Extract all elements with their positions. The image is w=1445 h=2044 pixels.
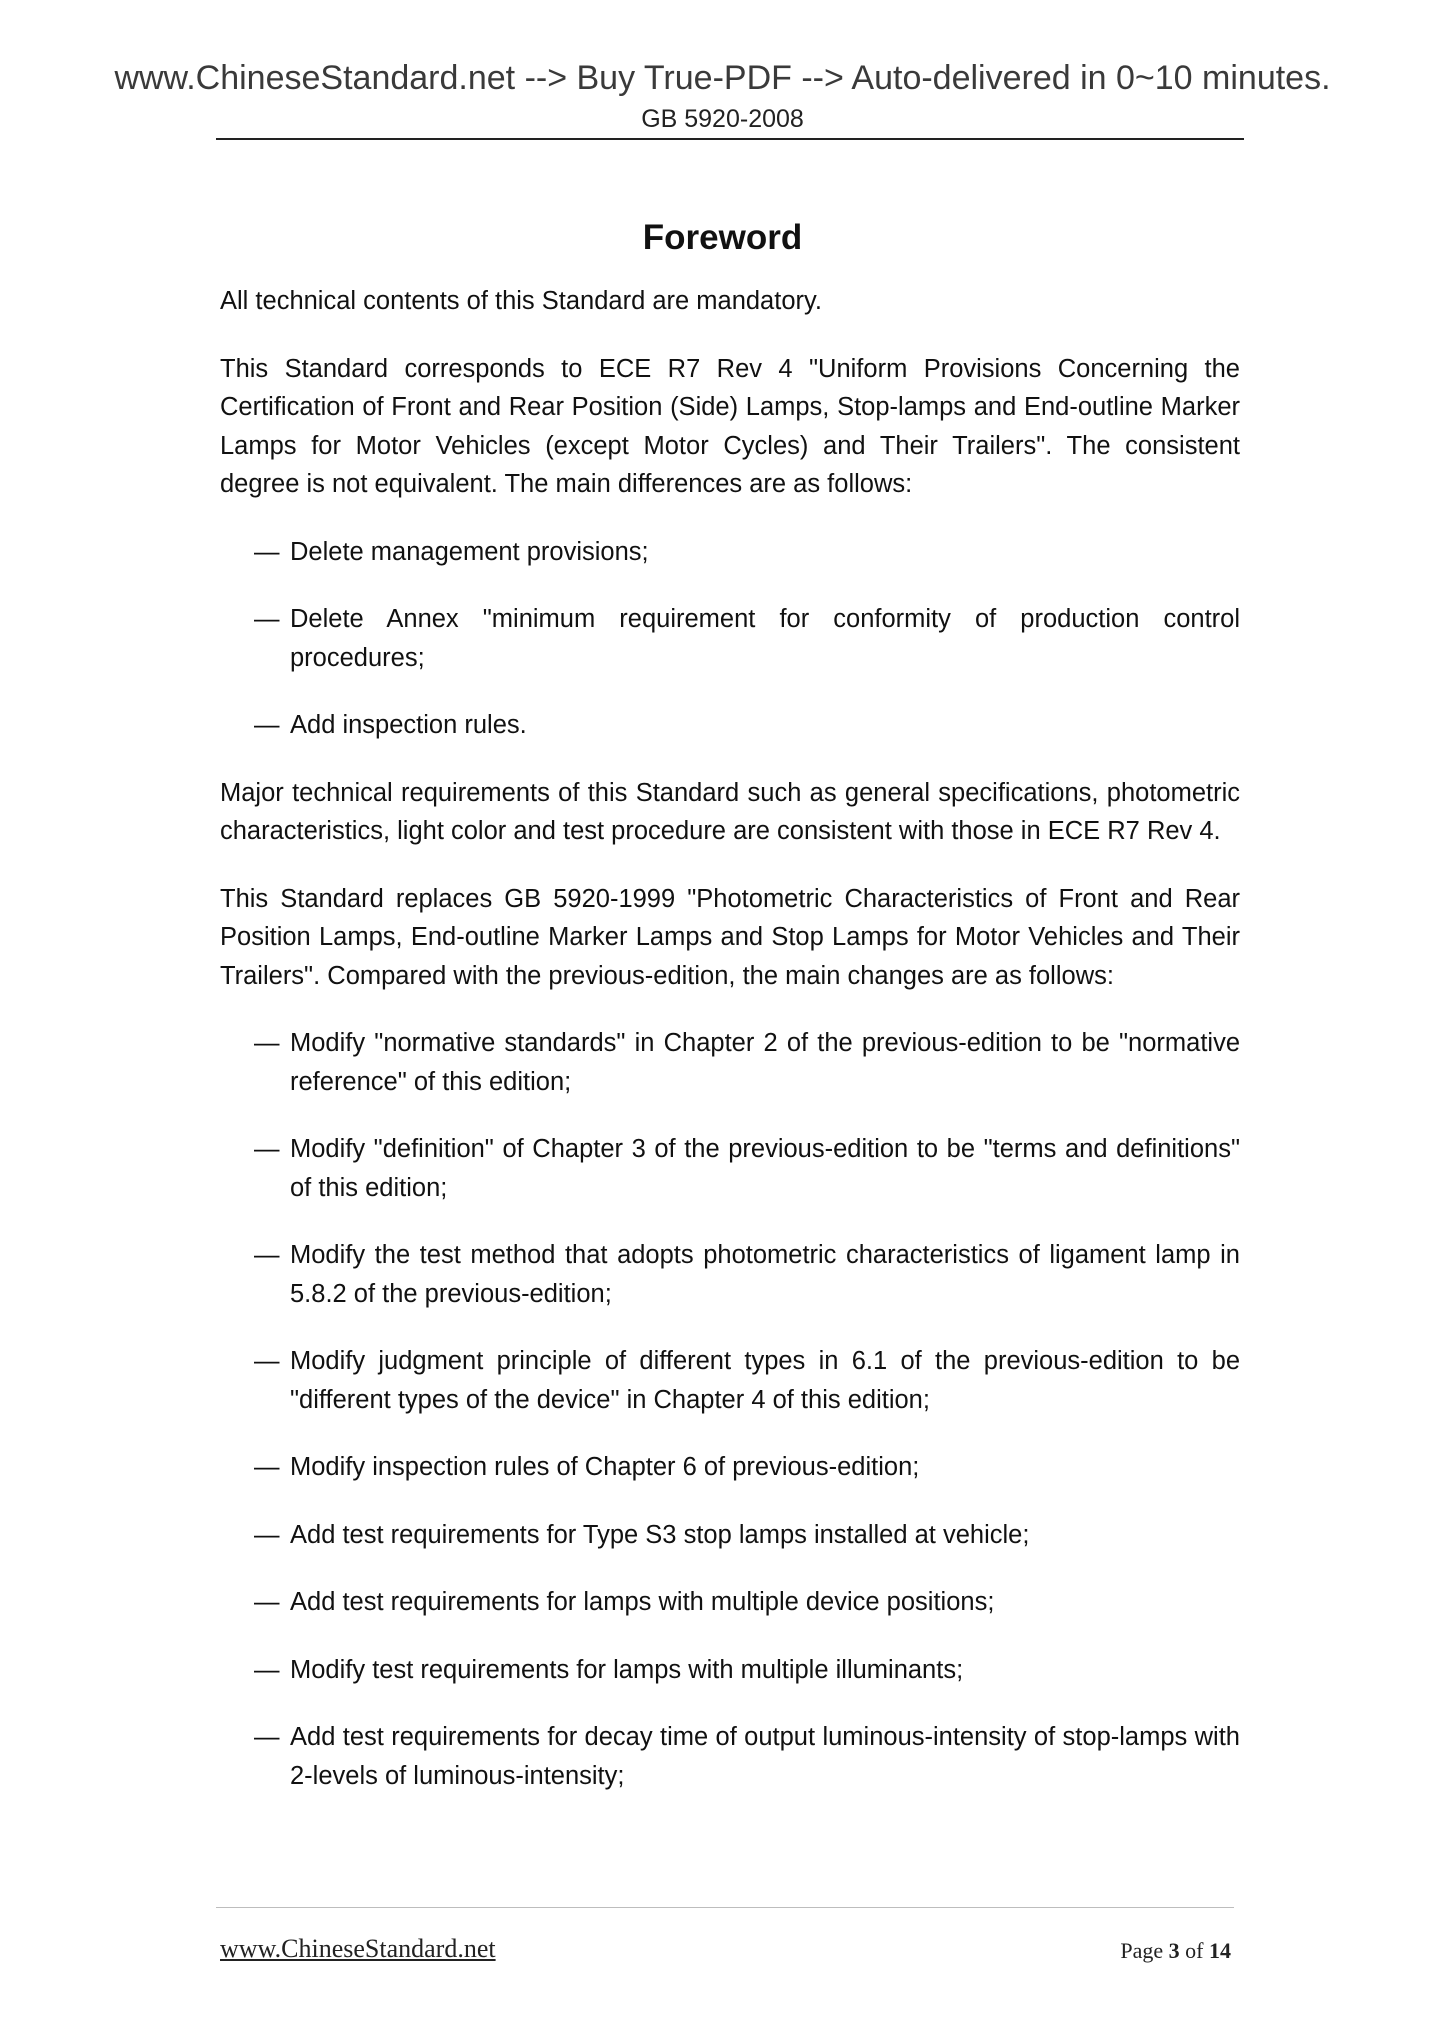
page-title: Foreword xyxy=(642,218,803,258)
total-pages: 14 xyxy=(1209,1938,1231,1963)
list-item-change xyxy=(254,1342,1240,1419)
paragraph-technical-requirements: Major technical requirements of this Standard such as general specifications, photometric characteristics, light color and test procedure are consistent with those in ECE R7 Rev 4. xyxy=(220,778,1240,845)
list-item-change xyxy=(254,1583,1240,1622)
dash-bullet: — xyxy=(254,537,280,566)
dash-bullet: — xyxy=(254,1135,280,1163)
page-number xyxy=(1120,1937,1231,1965)
list-item-text: Delete Annex "minimum requirement for conformity of production control procedures; xyxy=(290,605,1240,672)
list-item-text: Modify inspection rules of Chapter 6 of previous-edition; xyxy=(290,1453,920,1481)
paragraph-mandatory: All technical contents of this Standard are mandatory. xyxy=(220,287,822,315)
dash-bullet: — xyxy=(254,1520,280,1549)
list-item-difference xyxy=(254,600,1240,677)
header-banner[interactable]: www.ChineseStandard.net --> Buy True-PDF --> Auto-delivered in 0~10 minutes. xyxy=(114,59,1331,97)
list-item-text: Add inspection rules. xyxy=(290,711,527,739)
dash-bullet: — xyxy=(254,1453,280,1481)
list-item-text: Modify "normative standards" in Chapter 2 of the previous-edition to be "normative reference" of this edition; xyxy=(290,1029,1240,1096)
dash-bullet: — xyxy=(254,1347,280,1375)
list-item-text: Modify test requirements for lamps with multiple illuminants; xyxy=(290,1655,964,1684)
dash-bullet: — xyxy=(254,711,280,739)
paragraph-replaces: This Standard replaces GB 5920-1999 "Photometric Characteristics of Front and Rear Position Lamps, End-outline Marker Lamps and Stop Lamps for Motor Vehicles and Their Trailers". Compared with the previous-edition, the main changes are as follows: xyxy=(220,884,1240,990)
dash-bullet: — xyxy=(254,1723,280,1751)
list-item-text: Modify judgment principle of different types in 6.1 of the previous-edition to be "different types of the device" in Chapter 4 of this edition; xyxy=(290,1347,1240,1414)
current-page: 3 xyxy=(1168,1938,1180,1963)
list-item-change xyxy=(254,1718,1240,1795)
list-item-text: Modify the test method that adopts photometric characteristics of ligament lamp in 5.8.2 of the previous-edition; xyxy=(290,1241,1240,1308)
list-item-change xyxy=(254,1516,1240,1555)
of-word: of xyxy=(1185,1938,1204,1963)
header-divider xyxy=(216,138,1244,140)
list-item-text: Modify "definition" of Chapter 3 of the previous-edition to be "terms and definitions" of this edition; xyxy=(290,1135,1240,1202)
list-item-change xyxy=(254,1024,1240,1101)
list-item-difference xyxy=(254,706,1240,745)
dash-bullet: — xyxy=(254,1588,280,1616)
list-item-difference xyxy=(254,533,1240,572)
list-item-text: Add test requirements for Type S3 stop lamps installed at vehicle; xyxy=(290,1520,1030,1549)
dash-bullet: — xyxy=(254,605,280,633)
list-item-change xyxy=(254,1651,1240,1690)
document-body xyxy=(220,282,1240,1824)
footer-website-link[interactable]: www.ChineseStandard.net xyxy=(220,1934,496,1963)
document-code: GB 5920-2008 xyxy=(641,105,804,133)
dash-bullet: — xyxy=(254,1029,280,1057)
dash-bullet: — xyxy=(254,1655,280,1684)
list-item-text: Delete management provisions; xyxy=(290,537,649,566)
paragraph-correspondence: This Standard corresponds to ECE R7 Rev 4 "Uniform Provisions Concerning the Certification of Front and Rear Position (Side) Lamps, Stop-lamps and End-outline Marker Lamps for Motor Vehicles (except Motor Cycles) and Their Trailers". The consistent degree is not equivalent. The main differences are as follows: xyxy=(220,354,1240,498)
dash-bullet: — xyxy=(254,1241,280,1269)
list-item-change xyxy=(254,1236,1240,1313)
footer-divider xyxy=(216,1907,1234,1908)
list-item-text: Add test requirements for lamps with multiple device positions; xyxy=(290,1588,995,1616)
page-word: Page xyxy=(1120,1938,1164,1963)
list-item-change xyxy=(254,1448,1240,1487)
list-item-text: Add test requirements for decay time of output luminous-intensity of stop-lamps with 2-levels of luminous-intensity; xyxy=(290,1723,1240,1790)
list-item-change xyxy=(254,1130,1240,1207)
